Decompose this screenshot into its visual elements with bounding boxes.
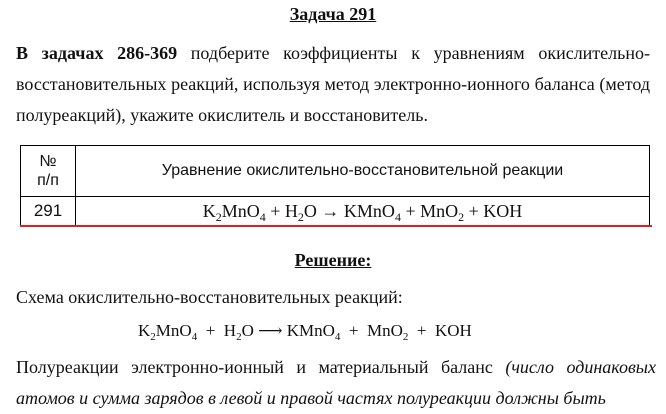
header-equation: Уравнение окислительно-восстановительной реакции: [76, 146, 650, 197]
half-reactions-text: Полуреакции электронно-ионный и материальный баланс (число одинаковых атомов и сумма зарядов в левой и правой частях полуреакции должны быть: [16, 357, 656, 408]
table-header-row: [21, 146, 650, 197]
half-reactions-italic: (число одинаковых атомов и сумма зарядов в левой и правой частях полуреакции должны быть: [16, 357, 656, 408]
task-table: [20, 145, 650, 226]
header-num: № п/п: [21, 146, 76, 197]
scheme-equation: $K_2MnO_4 + H_2O$ ⟶ KMnO$_4$ + MnO$_2$ + KOH: [138, 321, 472, 343]
intro-text: подберите коэффициенты к уравнениям окислительно-восстановительных реакций, используя метод электронно-ионного баланса (метод полуреакций), укажите окислитель и восстановитель.: [16, 43, 650, 125]
task-intro: [16, 38, 650, 131]
solution-title: Решение:: [294, 250, 372, 270]
row-number: 291: [21, 197, 76, 226]
scheme-label: Схема окислительно-восстановительных реакций:: [16, 287, 403, 307]
table-row: [21, 197, 650, 226]
row-equation: $K_2MnO_4 + H_2O$ → KMnO$_4$ + MnO$_2$ + KOH: [76, 197, 650, 226]
intro-bold: В задачах 286-369: [16, 43, 178, 63]
page-title: Задача 291: [289, 4, 377, 24]
accent-underline: [20, 225, 652, 227]
